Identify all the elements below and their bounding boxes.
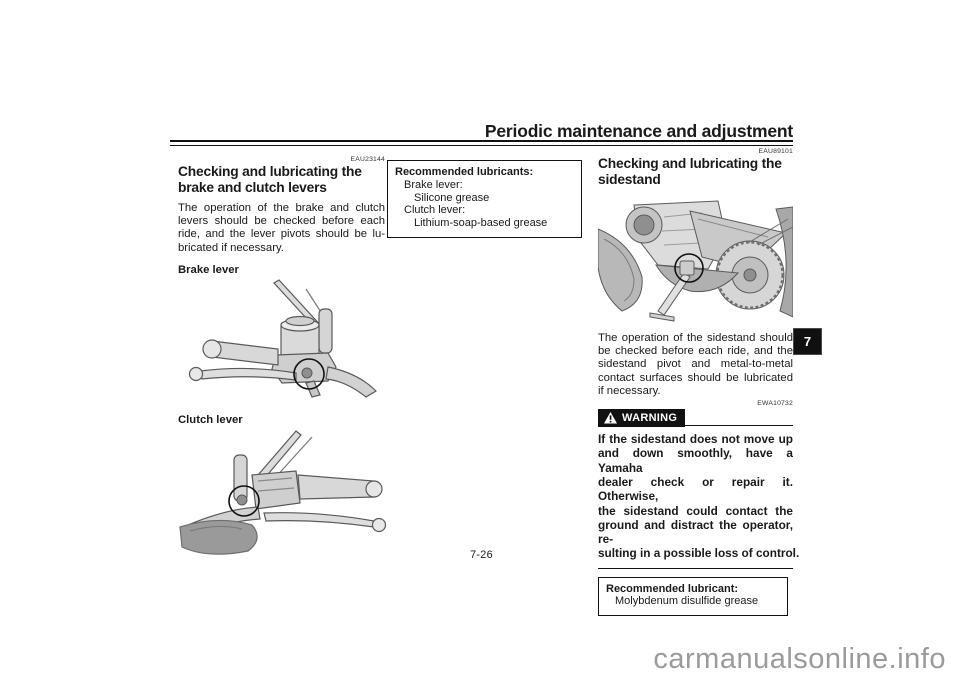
body-line: contact surfaces should be lubricated (598, 371, 793, 384)
warning-rule (685, 425, 793, 426)
lubricant-item-label: Clutch lever: (404, 204, 466, 217)
recommended-lubricant-box (598, 577, 788, 617)
right-column (598, 148, 800, 616)
warning-triangle-icon (604, 412, 617, 424)
levers-body-paragraph (178, 202, 385, 255)
warning-line: ground and distract the operator, re- (598, 517, 793, 547)
page-number: 7-26 (470, 549, 493, 561)
sidestand-figure (598, 199, 793, 324)
warning-label: WARNING (622, 412, 678, 425)
warning-line: dealer check or repair it. Otherwise, (598, 474, 793, 504)
section-heading-sidestand: Checking and lubricating the sidestand (598, 156, 782, 187)
section-ref-code: EAU89101 (758, 148, 793, 155)
warning-ref-code: EWA10732 (757, 400, 793, 408)
warning-end-rule (598, 568, 793, 569)
warning-badge (598, 409, 685, 427)
body-line: sidestand pivot and metal-to-metal (598, 358, 793, 371)
lubricant-box-value: Molybdenum disulfide grease (615, 595, 759, 608)
warning-line: and down smoothly, have a Yamaha (598, 446, 793, 475)
body-line: be checked before each ride, and the (598, 345, 793, 358)
lubricants-box-title: Recommended lubricants: (395, 166, 534, 178)
body-line: ride, and the lever pivots should be lu- (178, 228, 385, 241)
page-title: Periodic maintenance and adjustment (484, 121, 793, 141)
body-line: if necessary. (598, 384, 661, 397)
warning-line: sulting in a possible loss of control. (598, 546, 800, 561)
recommended-lubricants-box (387, 160, 582, 238)
warning-line: If the sidestand does not move up (598, 432, 793, 447)
chapter-tab: 7 (793, 328, 822, 355)
clutch-lever-caption: Clutch lever (178, 413, 243, 426)
warning-line: the sidestand could contact the (598, 503, 793, 518)
middle-column (387, 160, 582, 238)
watermark: carmanualsonline.info (653, 643, 946, 675)
lubricant-item-label: Brake lever: (404, 178, 463, 191)
warning-paragraph (598, 432, 800, 561)
header-double-rule (170, 140, 793, 146)
section-heading-levers: Checking and lubricating the brake and clutch levers (178, 164, 362, 195)
section-ref-code: EAU23144 (350, 156, 385, 163)
brake-lever-caption: Brake lever (178, 263, 239, 276)
lubricant-item-value: Lithium-soap-based grease (414, 217, 548, 230)
left-column (178, 156, 385, 559)
brake-lever-figure (178, 279, 385, 405)
warning-header (598, 409, 793, 427)
lubricant-item-value: Silicone grease (414, 191, 490, 204)
body-line: levers should be checked before each (178, 215, 385, 228)
body-line: The operation of the brake and clutch (178, 202, 385, 214)
sidestand-body-paragraph (598, 332, 793, 398)
body-line: The operation of the sidestand should (598, 332, 793, 344)
lubricant-box-title: Recommended lubricant: (606, 582, 739, 595)
body-line: bricated if necessary. (178, 241, 284, 254)
clutch-lever-figure (178, 429, 390, 559)
